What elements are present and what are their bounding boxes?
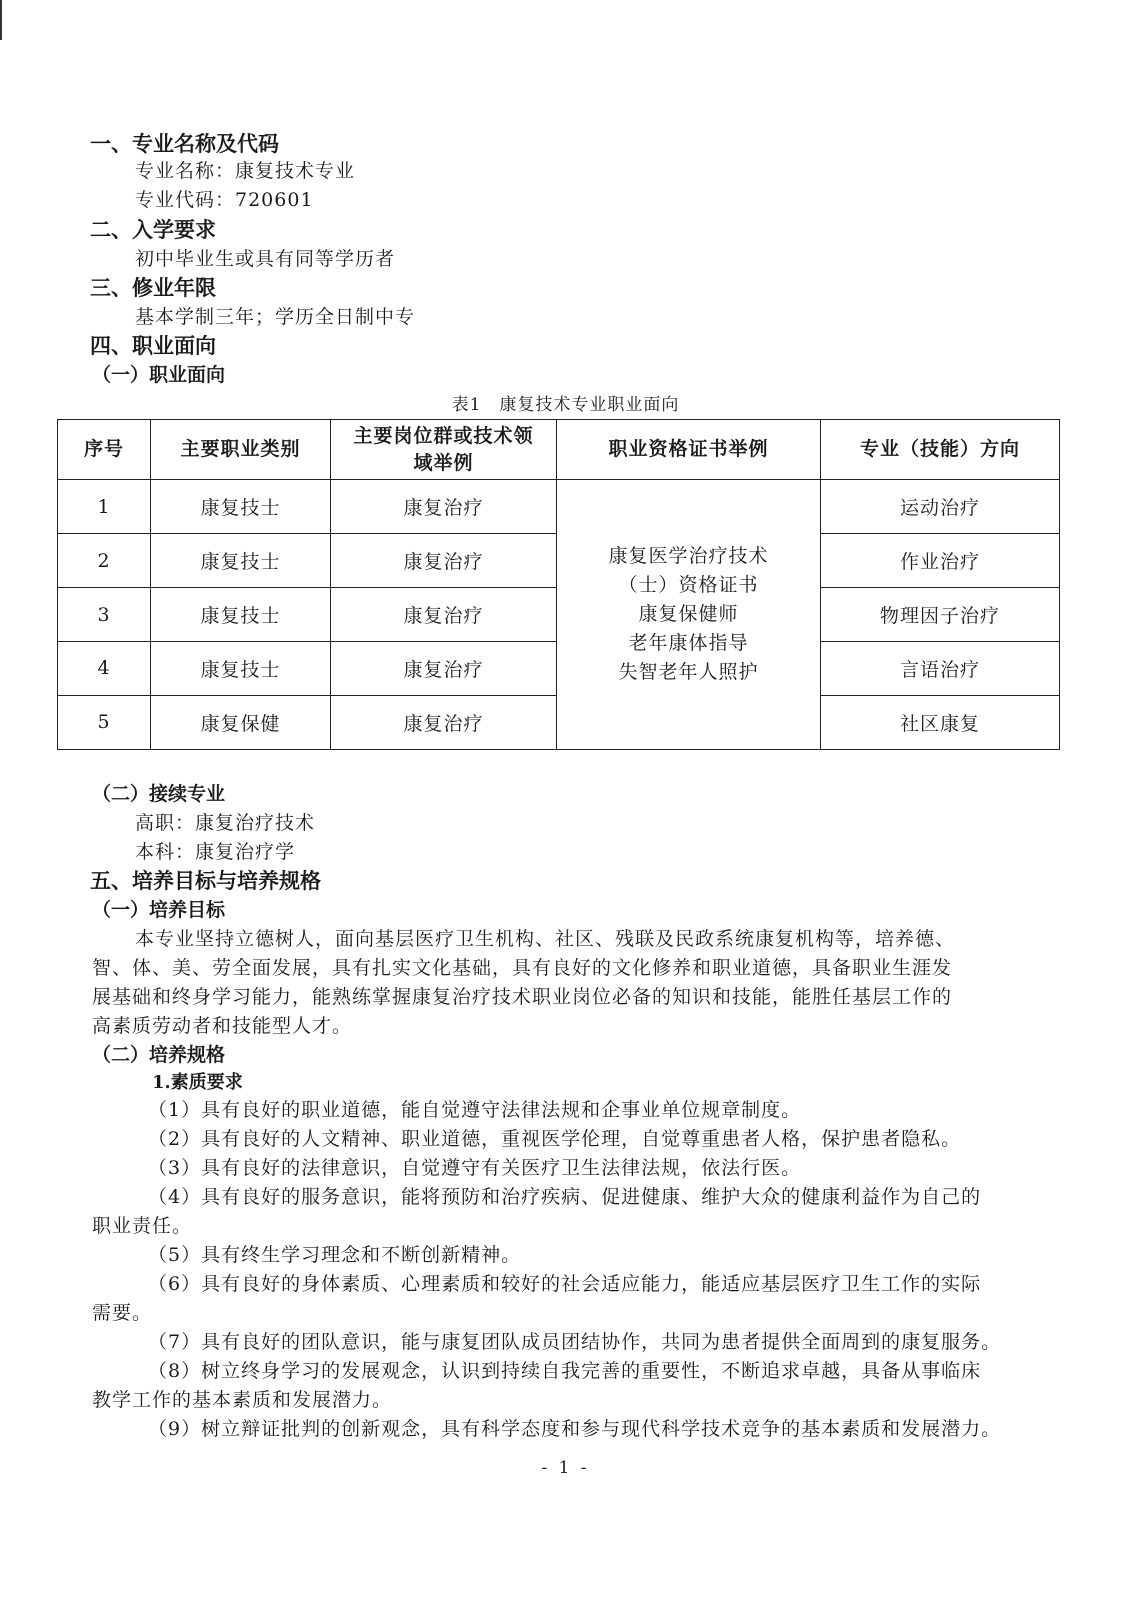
- major-code: 专业代码：720601: [135, 189, 314, 211]
- section4-sub1-heading: （一）职业面向: [92, 364, 226, 386]
- header-no: 序号: [58, 420, 151, 480]
- undergraduate: 本科：康复治疗学: [135, 841, 296, 863]
- page-edge-mark: [0, 0, 2, 40]
- section5-sub2-heading: （二）培养规格: [92, 1044, 226, 1066]
- section2-heading: 二、入学要求: [90, 218, 216, 242]
- duration-text: 基本学制三年；学历全日制中专: [135, 306, 416, 328]
- requirement-line: （6）具有良好的身体素质、心理素质和较好的社会适应能力，能适应基层医疗卫生工作的实际: [148, 1273, 982, 1295]
- requirement-line: （4）具有良好的服务意识，能将预防和治疗疾病、促进健康、维护大众的健康利益作为自己的: [148, 1186, 982, 1208]
- requirement-line: （8）树立终身学习的发展观念，认识到持续自我完善的重要性，不断追求卓越，具备从事临床: [148, 1360, 982, 1382]
- requirement-line: （5）具有终生学习理念和不断创新精神。: [148, 1244, 522, 1266]
- cell-direction: 社区康复: [821, 695, 1060, 749]
- cell-no: 3: [58, 588, 151, 642]
- cell-no: 5: [58, 695, 151, 749]
- page-number: - 1 -: [541, 1458, 590, 1478]
- cell-category: 康复技士: [151, 534, 331, 588]
- requirement-line: （3）具有良好的法律意识，自觉遵守有关医疗卫生法律法规，依法行医。: [148, 1157, 802, 1179]
- section3-heading: 三、修业年限: [90, 276, 216, 300]
- cell-certificates: [557, 480, 821, 750]
- higher-vocational: 高职：康复治疗技术: [135, 812, 316, 834]
- requirement-line: （9）树立辩证批判的创新观念，具有科学态度和参与现代科学技术竞争的基本素质和发展潜力。: [148, 1418, 1002, 1440]
- cell-category: 康复技士: [151, 588, 331, 642]
- section4-heading: 四、职业面向: [90, 334, 216, 358]
- cell-no: 2: [58, 534, 151, 588]
- objective-line: 展基础和终身学习能力，能熟练掌握康复治疗技术职业岗位必备的知识和技能，能胜任基层工作的: [92, 986, 953, 1008]
- quality-requirements-heading: 1.素质要求: [152, 1072, 243, 1093]
- section4-sub2-heading: （二）接续专业: [92, 783, 226, 805]
- section5-sub1-heading: （一）培养目标: [92, 899, 226, 921]
- cell-field: 康复治疗: [331, 641, 557, 695]
- header-field: 主要岗位群或技术领域举例: [331, 420, 557, 480]
- certificate-item: 康复保健师: [638, 603, 739, 626]
- certificate-item: （士）资格证书: [618, 574, 759, 597]
- objective-line: 本专业坚持立德树人，面向基层医疗卫生机构、社区、残联及民政系统康复机构等，培养德、: [135, 928, 956, 950]
- cell-field: 康复治疗: [331, 588, 557, 642]
- cell-category: 康复保健: [151, 695, 331, 749]
- cell-category: 康复技士: [151, 641, 331, 695]
- career-orientation-table: [57, 419, 1060, 750]
- certificate-item: 失智老年人照护: [618, 661, 759, 684]
- cell-direction: 言语治疗: [821, 641, 1060, 695]
- section1-heading: 一、专业名称及代码: [90, 132, 279, 156]
- table-caption: 表1 康复技术专业职业面向: [451, 395, 680, 415]
- cell-no: 4: [58, 641, 151, 695]
- cell-direction: 运动治疗: [821, 480, 1060, 534]
- header-category: 主要职业类别: [151, 420, 331, 480]
- cell-field: 康复治疗: [331, 534, 557, 588]
- cell-direction: 物理因子治疗: [821, 588, 1060, 642]
- header-certificates: 职业资格证书举例: [557, 420, 821, 480]
- admission-text: 初中毕业生或具有同等学历者: [135, 248, 396, 270]
- requirement-line: 需要。: [92, 1302, 153, 1324]
- section5-heading: 五、培养目标与培养规格: [90, 869, 321, 893]
- objective-line: 智、体、美、劳全面发展，具有扎实文化基础，具有良好的文化修养和职业道德，具备职业生涯发: [92, 957, 953, 979]
- cell-direction: 作业治疗: [821, 534, 1060, 588]
- table-header-row: [58, 420, 1060, 480]
- requirement-line: （2）具有良好的人文精神、职业道德，重视医学伦理，自觉尊重患者人格，保护患者隐私。: [148, 1128, 962, 1150]
- table-row: [58, 480, 1060, 534]
- requirement-line: （7）具有良好的团队意识，能与康复团队成员团结协作，共同为患者提供全面周到的康复服务。: [148, 1331, 1002, 1353]
- cell-no: 1: [58, 480, 151, 534]
- cell-field: 康复治疗: [331, 480, 557, 534]
- certificate-item: 老年康体指导: [628, 632, 749, 655]
- certificate-item: 康复医学治疗技术: [608, 545, 769, 568]
- cell-category: 康复技士: [151, 480, 331, 534]
- objective-line: 高素质劳动者和技能型人才。: [92, 1015, 353, 1037]
- requirement-line: （1）具有良好的职业道德，能自觉遵守法律法规和企事业单位规章制度。: [148, 1099, 802, 1121]
- major-name: 专业名称：康复技术专业: [135, 160, 356, 182]
- cell-field: 康复治疗: [331, 695, 557, 749]
- requirement-line: 职业责任。: [92, 1215, 193, 1237]
- requirement-line: 教学工作的基本素质和发展潜力。: [92, 1389, 393, 1411]
- header-direction: 专业（技能）方向: [821, 420, 1060, 480]
